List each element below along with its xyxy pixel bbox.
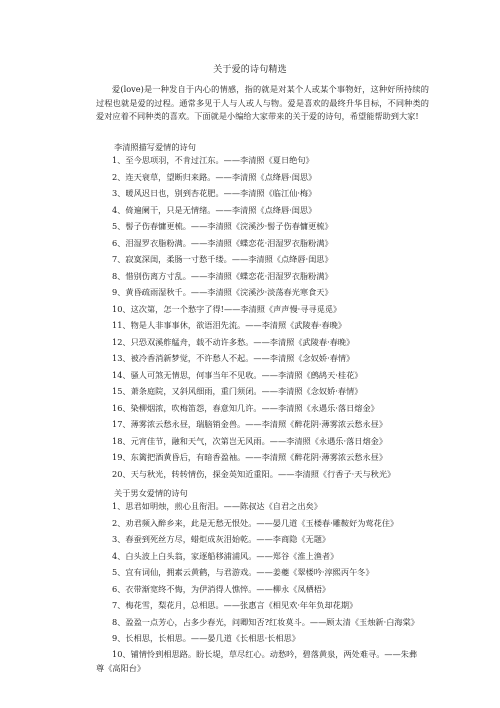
list-item: 8、惜别伤离方寸乱。——李清照《蝶恋花·泪湿罗衣脂粉满》 (112, 270, 333, 281)
list-item: 16、染柳烟浓，吹梅笛怨，春意知几许。——李清照《永遇乐·落日熔金》 (112, 402, 379, 413)
list-item: 3、春蚕到死丝方尽，蜡炬成灰泪始乾。——李商隐《无题》 (112, 534, 331, 544)
list-item: 9、黄昏疏雨湿秋千。——李清照《浣溪沙·淡荡春光寒食天》 (112, 287, 333, 297)
list-item: 4、白头波上白头翁，家逐船移浦浦风。——郑谷《淮上渔者》 (112, 550, 339, 561)
list-item: 6、衣带渐宽终不悔，为伊消得人憔悴。——柳永《凤栖梧》 (112, 583, 331, 594)
document-title: 关于爱的诗句精选 (213, 65, 287, 75)
list-item: 10、这次第，怎一个愁字了得!——李清照《声声慢·寻寻觅觅》 (112, 303, 342, 314)
poem-list-li-qingzhao (112, 152, 432, 482)
section-heading-love-poems: 关于男女爱情的诗句 (114, 488, 188, 498)
list-item (96, 647, 432, 675)
list-item: 20、天与秋光，转转情伤，探金英知近重阳。——李清照《行香子·天与秋光》 (112, 468, 396, 479)
poem-list-love (96, 498, 432, 675)
list-item: 9、长相思，长相思。——晏几道《长相思·长相思》 (112, 633, 300, 643)
list-item: 18、元宵佳节，融和天气，次第岂无风雨。——李清照《永遇乐·落日熔金》 (112, 435, 388, 446)
list-item: 1、至今思项羽，不肯过江东。——李清照《夏日绝句》 (112, 155, 314, 165)
list-item: 6、泪湿罗衣脂粉满。——李清照《蝶恋花·泪湿罗衣脂粉满》 (112, 237, 333, 248)
list-item: 2、连天衰草，望断归来路。——李清照《点绛唇·闺思》 (112, 171, 317, 182)
list-item: 8、盈盈一点芳心，占多少春光，问卿知否?红妆莫斗。——顾太清《玉烛新·白海棠》 (112, 616, 419, 627)
list-item: 13、被冷香消新梦觉，不许愁人不起。——李清照《念奴娇·春情》 (112, 353, 355, 363)
list-item: 12、只恐双溪舴艋舟，载不动许多愁。——李清照《武陵春·春晚》 (112, 336, 355, 347)
list-item: 15、萧条庭院，又斜风细雨，重门须闭。——李清照《念奴娇·春情》 (112, 386, 363, 396)
intro-paragraph: 爱(love)是一种发自于内心的情感，指的就是对某个人或某个事物好，这种好所持续的过程也就是爱的过程。通常多见于人与人或人与物。爱是喜欢的最终升华目标，不同种类的爱对应着不同种类的喜欢。下面就是小编给大家带来的关于爱的诗句，希望能帮助到大家! (96, 84, 429, 122)
list-item: 3、暖风迟日也，别到杏花肥。——李清照《临江仙·梅》 (112, 188, 317, 198)
section-heading-li-qingzhao: 李清照描写爱情的诗句 (114, 142, 196, 152)
list-item: 5、髻子伤春慵更梳。——李清照《浣溪沙·髻子伤春慵更梳》 (112, 221, 333, 231)
list-item: 1、思君如明烛，煎心且衔泪。——陈叔达《自君之出矣》 (112, 501, 322, 511)
list-item-line-1: 10、铺情怜到相思路。盼长堤，草尽红心。动愁吟，碧落黄泉，两处难寻。——朱彝 (112, 648, 418, 659)
list-item: 7、梅花雪，梨花月，总相思。——张惠言《相见欢·年年负却花期》 (112, 600, 358, 610)
list-item: 2、劝君频入醉乡来，此是无愁无恨处。——晏几道《玉楼春·雕鞍好为莺花住》 (112, 517, 399, 528)
list-item: 11、物是人非事事休，欲语泪先流。——李清照《武陵春·春晚》 (112, 320, 347, 330)
list-item: 4、倚遍阑干，只是无情绪。——李清照《点绛唇·闺思》 (112, 204, 317, 215)
list-item: 5、宜有词仙，拥素云黄鹤，与君游戏。——姜夔《翠楼吟·淳熙丙午冬》 (112, 567, 374, 577)
list-item: 14、骚人可煞无情思，何事当年不见收。——李清照《鹧鸪天·桂花》 (112, 369, 363, 380)
list-item: 17、薄雾浓云愁永昼，瑞脑销金兽。——李清照《醉花阴·薄雾浓云愁永昼》 (112, 419, 388, 429)
list-item: 7、寂寞深闺，柔肠一寸愁千缕。——李清照《点绛唇·闺思》 (112, 254, 333, 264)
list-item: 19、东篱把酒黄昏后，有暗香盈袖。——李清照《醉花阴·薄雾浓云愁永昼》 (112, 452, 388, 462)
list-item-line-2: 尊《高阳台》 (96, 662, 146, 673)
